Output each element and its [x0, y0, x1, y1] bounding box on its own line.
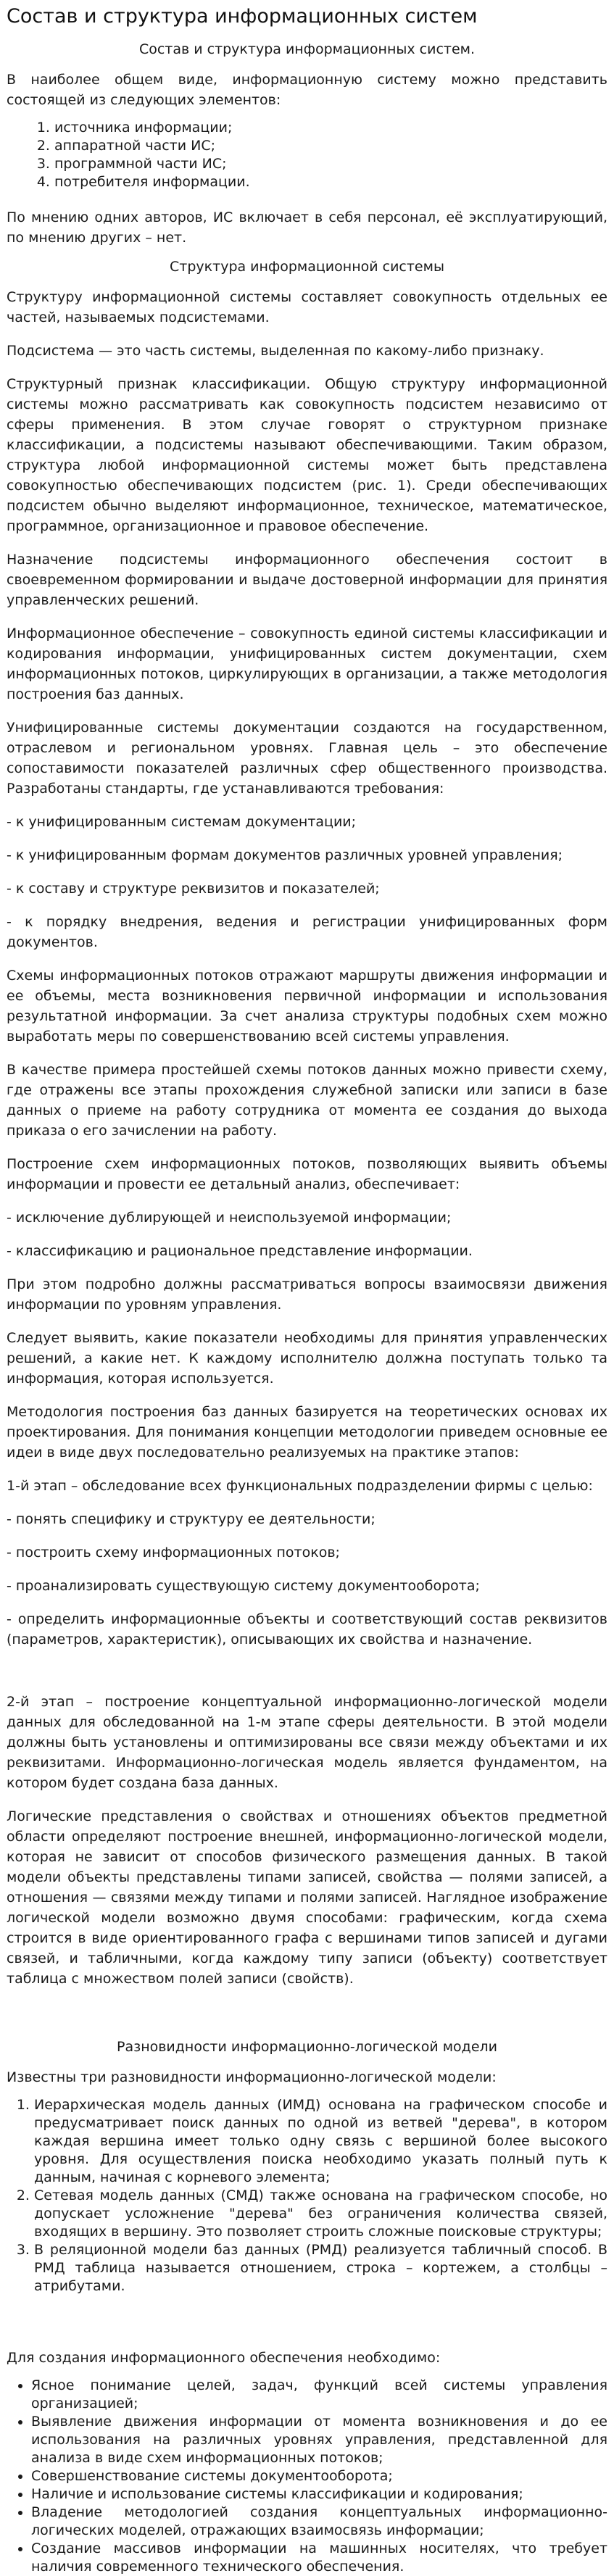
structure-heading: Структура информационной системы: [170, 259, 444, 275]
paragraph: Схемы информационных потоков отражают маршруты движения информации и ее объемы, места возникновения первичной информации и использования результатной информации. За счет анализа структуры подобных схем можно выработать меры по совершенствованию всей системы управления.: [7, 968, 607, 1044]
stage-item: - определить информационные объекты и соответствующий состав реквизитов (параметров, характеристик), описывающих их свойства и назначение.: [7, 1611, 607, 1648]
paragraph: Информационное обеспечение – совокупность единой системы классификации и кодирования информации, унифицированных систем документации, схем информационных потоков, циркулирующих в организации, а также методология построения баз данных.: [7, 626, 607, 702]
paragraph: Логические представления о свойствах и отношениях объектов предметной области определяют построение внешней, информационно-логической модели, которая не зависит от способов физического размещения данных. В такой модели объекты представлены типами записей, свойства — полями записей, а отношения — связями между типами и полями записей. Наглядное изображение логической модели возможно двумя способами: графическим, когда схема строится в виде ориентированного графа с вершинами типов записей и дугами связей, и табличными, когда каждому типу записи (объекту) соответствует таблица с множеством полей записи (свойств).: [7, 1808, 607, 1987]
stage-item: - проанализировать существующую систему документооборота;: [7, 1578, 480, 1594]
list-item: • Наличие и использование системы классификации и кодирования;: [31, 2485, 607, 2504]
list-item: 1. Иерархическая модель данных (ИМД) основана на графическом способе и предусматривает поиск данных по одной из ветвей "дерева", в котором каждая вершина имеет только одну связь с вершиной более высокого уровня. Для осуществления поиска необходимо указать полный путь к данным, начиная с корневого элемента;: [34, 2096, 607, 2187]
paragraph: Построение схем информационных потоков, позволяющих выявить объемы информации и провести ее детальный анализ, обеспечивает:: [7, 1156, 607, 1192]
intro-paragraph: В наиболее общем виде, информационную систему можно представить состоящей из следующих элементов:: [7, 72, 607, 108]
models-intro: Известны три разновидности информационно-логической модели:: [7, 2069, 497, 2085]
elements-list: [7, 119, 607, 191]
list-item: 2. аппаратной части ИС;: [54, 137, 607, 155]
stage-item: - понять специфику и структуру ее деятельности;: [7, 1511, 376, 1527]
list-item: • Владение методологией создания концептуальных информационно-логических моделей, отражающих взаимосвязь информации;: [31, 2504, 607, 2540]
subtitle: Состав и структура информационных систем.: [138, 41, 476, 57]
paragraph: При этом подробно должны рассматриваться вопросы взаимосвязи движения информации по уровням управления.: [7, 1276, 607, 1313]
list-item: • Выявление движения информации от момента возникновения и до ее использования на различных уровнях управления, представленной для анализа в виде схем информационных потоков;: [31, 2413, 607, 2467]
stage-item: - построить схему информационных потоков;: [7, 1545, 340, 1561]
list-item: • Ясное понимание целей, задач, функций всей системы управления организацией;: [31, 2377, 607, 2413]
paragraph: Следует выявить, какие показатели необходимы для принятия управленческих решений, а какие нет. К каждому исполнителю должна поступать только та информация, которая используется.: [7, 1330, 607, 1387]
paragraph: В качестве примера простейшей схемы потоков данных можно привести схему, где отражены все этапы прохождения служебной записки или записи в базе данных о приеме на работу сотрудника от момента ее создания до выхода приказа о его зачислении на работу.: [7, 1062, 607, 1139]
list-item: 3. В реляционной модели баз данных (РМД) реализуется табличный способ. В РМД таблица называется отношением, строка – кортежем, а столбцы – атрибутами.: [34, 2241, 607, 2295]
document: [0, 3, 614, 2576]
paragraph: Унифицированные системы документации создаются на государственном, отраслевом и региональном уровнях. Главная цель – это обеспечение сопоставимости показателей различных сфер общественного производства. Разработаны стандарты, где устанавливаются требования:: [7, 720, 607, 797]
list-item: • Создание массивов информации на машинных носителях, что требует наличия современного технического обеспечения.: [31, 2540, 607, 2576]
requirement-item: - к унифицированным системам документации;: [7, 814, 357, 830]
spacer: [7, 2311, 607, 2348]
stage-one: 1-й этап – обследование всех функциональных подразделении фирмы с целью:: [7, 1478, 593, 1494]
provision-item: - исключение дублирующей и неиспользуемой информации;: [7, 1210, 452, 1226]
paragraph: Структурный признак классификации. Общую структуру информационной системы можно рассматривать как совокупность подсистем независимо от сферы применения. В этом случае говорят о структурном признаке классификации, а подсистемы называют обеспечивающими. Таким образом, структура любой информационной системы может быть представлена совокупностью обеспечивающих подсистем (рис. 1). Среди обеспечивающих подсистем обычно выделяют информационное, техническое, математическое, программное, организационное и правовое обеспечение.: [7, 376, 607, 534]
requirement-item: - к унифицированным формам документов различных уровней управления;: [7, 847, 563, 863]
list-item: 1. источника информации;: [54, 119, 607, 137]
list-item: 3. программной части ИС;: [54, 155, 607, 173]
needs-list: [7, 2377, 607, 2576]
needs-intro: Для создания информационного обеспечения необходимо:: [7, 2350, 441, 2366]
paragraph: Структуру информационной системы составляет совокупность отдельных ее частей, называемых подсистемами.: [7, 289, 607, 325]
list-item: 2. Сетевая модель данных (СМД) также основана на графическом способе, но допускает усложнение "дерева" без ограничения количества связей, входящих в вершину. Это позволяет строить сложные поисковые структуры;: [34, 2187, 607, 2241]
list-item: 4. потребителя информации.: [54, 173, 607, 191]
list-item: • Совершенствование системы документооборота;: [31, 2467, 607, 2485]
paragraph: Подсистема — это часть системы, выделенная по какому-либо признаку.: [7, 343, 544, 359]
requirement-item: - к составу и структуре реквизитов и показателей;: [7, 881, 380, 897]
stage-two: 2-й этап – построение концептуальной информационно-логической модели данных для обследованной на 1-м этапе сферы деятельности. В этой модели должны быть установлены и оптимизированы все связи между объектами и их реквизитами. Информационно-логическая модель является фундаментом, на котором будет создана база данных.: [7, 1694, 607, 1791]
page-title: Состав и структура информационных систем: [7, 5, 478, 28]
models-list: [7, 2096, 607, 2295]
paragraph: Назначение подсистемы информационного обеспечения состоит в своевременном формировании и выдаче достоверной информации для принятия управленческих решений.: [7, 552, 607, 608]
models-heading: Разновидности информационно-логической модели: [116, 2039, 497, 2055]
provision-item: - классификацию и рациональное представление информации.: [7, 1243, 473, 1259]
spacer: [7, 2002, 607, 2031]
paragraph: Методология построения баз данных базируется на теоретических основах их проектирования. Для понимания концепции методологии приведем основные ее идеи в виде двух последовательно реализуемых на практике этапов:: [7, 1404, 607, 1461]
spacer: [7, 1663, 607, 1692]
opinion-paragraph: По мнению одних авторов, ИС включает в себя персонал, её эксплуатирующий, по мнению других – нет.: [7, 209, 607, 246]
requirement-item: - к порядку внедрения, ведения и регистрации унифицированных форм документов.: [7, 914, 607, 950]
